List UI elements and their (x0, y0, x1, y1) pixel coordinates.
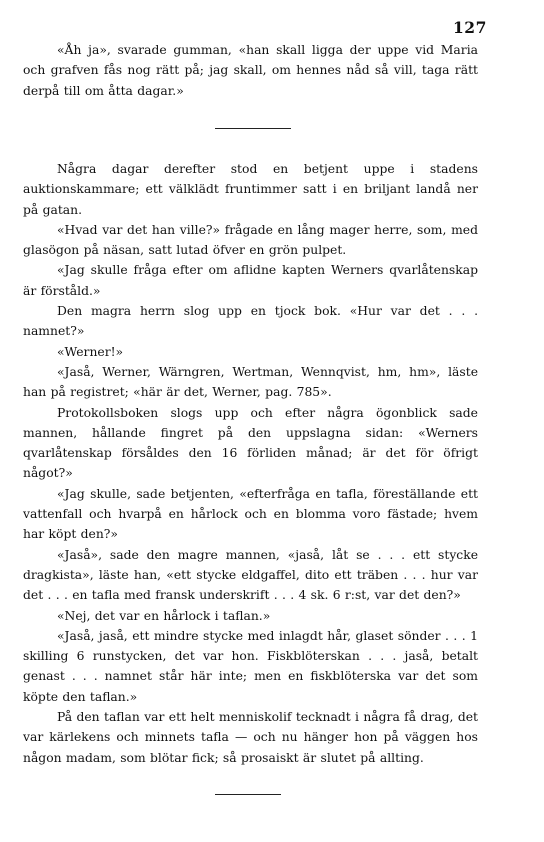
section-divider (215, 128, 291, 129)
paragraph: «Jaså», sade den magre mannen, «jaså, låt se . . . ett stycke dragkista», läste han, «ett stycke eldgaffel, dito ett träben . . . hur var det . . . en tafla med fransk underskrift . . . 4 sk. 6 r:st, var det den?» (23, 547, 478, 603)
end-divider (215, 794, 281, 795)
section-main (23, 159, 478, 768)
paragraph: «Werner!» (57, 344, 124, 359)
paragraph: «Jaså, Werner, Wärngren, Wertman, Wennqvist, hm, hm», läste han på registret; «här är det, Werner, pag. 785». (23, 364, 478, 400)
paragraph: «Jag skulle fråga efter om aflidne kapten Werners qvarlåtenskap är förståld.» (23, 263, 478, 298)
paragraph: «Åh ja», svarade gumman, «han skall ligga der uppe vid Maria och grafven fås nog rätt på; jag skall, om hennes nåd så vill, taga rätt derpå till om åtta dagar.» (23, 43, 478, 98)
paragraph: «Nej, det var en hårlock i taflan.» (57, 608, 271, 623)
paragraph: Några dagar derefter stod en betjent uppe i stadens auktionskammare; ett välklädt fruntimmer satt i en briljant landå ner på gatan. (23, 162, 478, 217)
page-number: 127 (453, 18, 487, 37)
paragraph: «Hvad var det han ville?» frågade en lång mager herre, som, med glasögon på näsan, satt lutad öfver en grön pulpet. (23, 222, 478, 258)
paragraph: På den taflan var ett helt menniskolif tecknadt i några få drag, det var kärlekens och minnets tafla — och nu hänger hon på väggen hos någon madam, som blötar fick; så prosaiskt är slutet på allting. (23, 710, 478, 765)
section-opening (23, 40, 478, 101)
paragraph: Protokollsboken slogs upp och efter några ögonblick sade mannen, hållande fingret på den uppslagna sidan: «Werners qvarlåtenskap försåldes den 16 förliden månad; är det för öfrigt något?» (23, 405, 478, 481)
paragraph: Den magra herrn slog upp en tjock bok. «Hur var det . . . namnet?» (23, 304, 478, 339)
paragraph: «Jag skulle, sade betjenten, «efterfråga en tafla, föreställande ett vattenfall och hvarpå en hårlock och en blomma voro fästade; hvem har köpt den?» (23, 486, 478, 542)
paragraph: «Jaså, jaså, ett mindre stycke med inlagdt hår, glaset sönder . . . 1 skilling 6 runstycken, det var hon. Fiskblöterskan . . . jaså, betalt genast . . . namnet står här inte; men en fiskblöterska var det som köpte den taflan.» (23, 628, 478, 704)
